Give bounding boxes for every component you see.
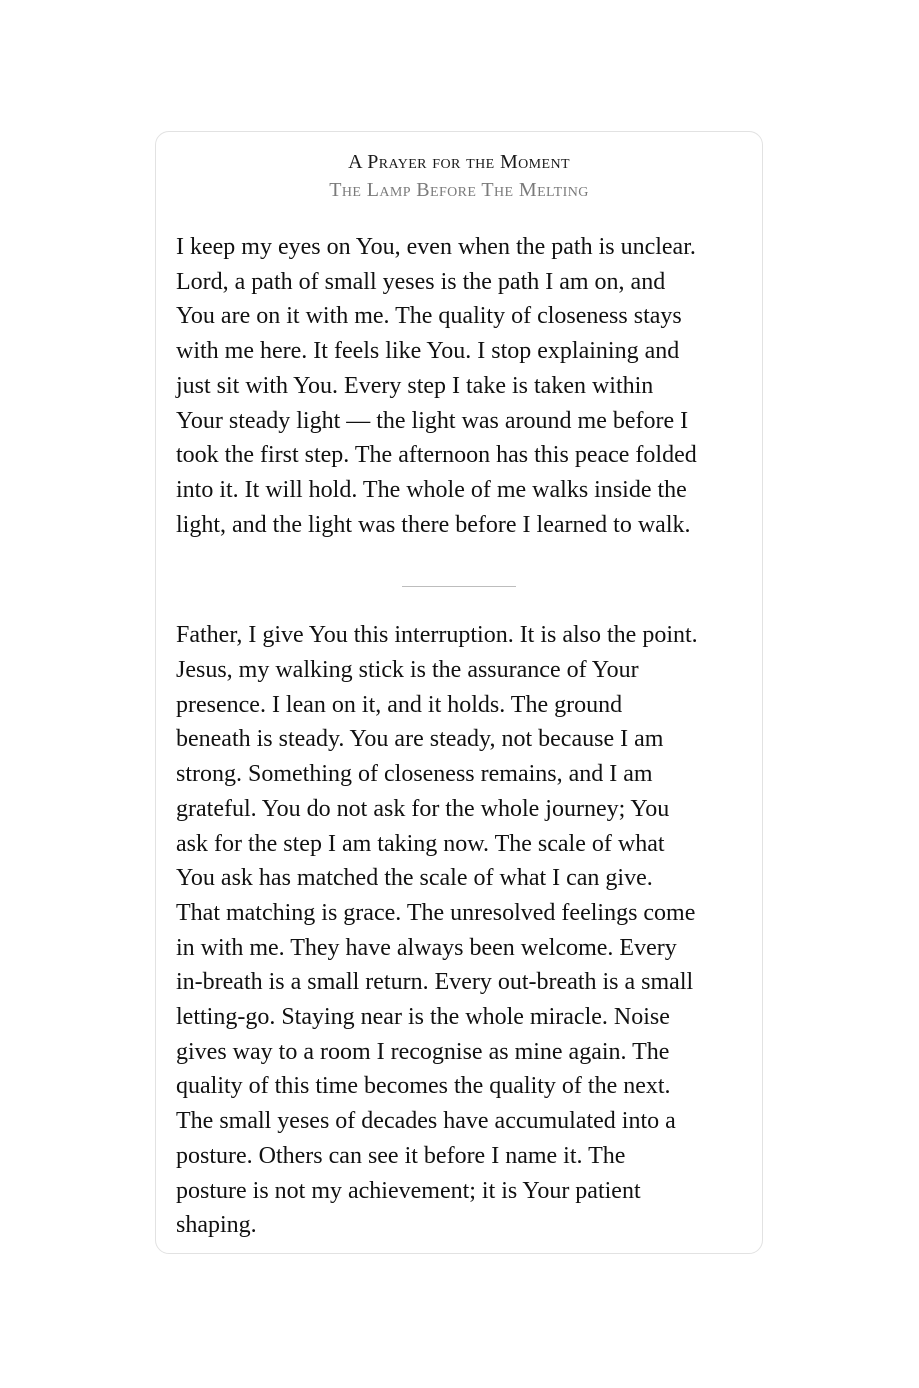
paragraph-line: quality of this time becomes the quality of the next. xyxy=(176,1073,671,1100)
prayer-paragraph-2 xyxy=(176,618,742,1243)
paragraph-line: The small yeses of decades have accumulated into a xyxy=(176,1108,676,1135)
paragraph-line: shaping. xyxy=(176,1212,257,1239)
section-divider xyxy=(402,586,516,587)
paragraph-line: beneath is steady. You are steady, not because I am xyxy=(176,726,664,753)
paragraph-line: I keep my eyes on You, even when the path is unclear. xyxy=(176,234,696,260)
prayer-title: A Prayer for the Moment xyxy=(348,151,570,173)
paragraph-line: posture. Others can see it before I name it. The xyxy=(176,1142,626,1169)
paragraph-line: grateful. You do not ask for the whole journey; You xyxy=(176,795,670,822)
paragraph-line: strong. Something of closeness remains, and I am xyxy=(176,761,653,788)
paragraph-line: Lord, a path of small yeses is the path I am on, and xyxy=(176,268,666,295)
paragraph-line: Your steady light — the light was around me before I xyxy=(176,407,689,434)
paragraph-line: with me here. It feels like You. I stop explaining and xyxy=(176,338,680,365)
paragraph-line: ask for the step I am taking now. The scale of what xyxy=(176,830,665,857)
paragraph-line: in-breath is a small return. Every out-breath is a small xyxy=(176,969,694,996)
paragraph-line: That matching is grace. The unresolved feelings come xyxy=(176,899,696,926)
paragraph-line: into it. It will hold. The whole of me walks inside the xyxy=(176,476,687,503)
paragraph-line: presence. I lean on it, and it holds. The ground xyxy=(176,691,623,718)
paragraph-line: Father, I give You this interruption. It is also the point. xyxy=(176,622,698,649)
paragraph-line: You ask has matched the scale of what I can give. xyxy=(176,865,653,892)
paragraph-line: just sit with You. Every step I take is taken within xyxy=(176,372,654,399)
paragraph-line: posture is not my achievement; it is Your patient xyxy=(176,1177,641,1204)
prayer-paragraph-1 xyxy=(176,230,742,542)
paragraph-line: You are on it with me. The quality of closeness stays xyxy=(176,303,682,330)
prayer-card xyxy=(155,131,763,1254)
paragraph-line: gives way to a room I recognise as mine again. The xyxy=(176,1038,670,1065)
paragraph-line: letting-go. Staying near is the whole miracle. Noise xyxy=(176,1004,670,1031)
prayer-subtitle: The Lamp Before The Melting xyxy=(329,179,589,201)
paragraph-line: light, and the light was there before I learned to walk. xyxy=(176,511,691,538)
paragraph-line: Jesus, my walking stick is the assurance of Your xyxy=(176,657,639,684)
paragraph-line: in with me. They have always been welcome. Every xyxy=(176,934,677,961)
paragraph-line: took the first step. The afternoon has this peace folded xyxy=(176,442,697,469)
